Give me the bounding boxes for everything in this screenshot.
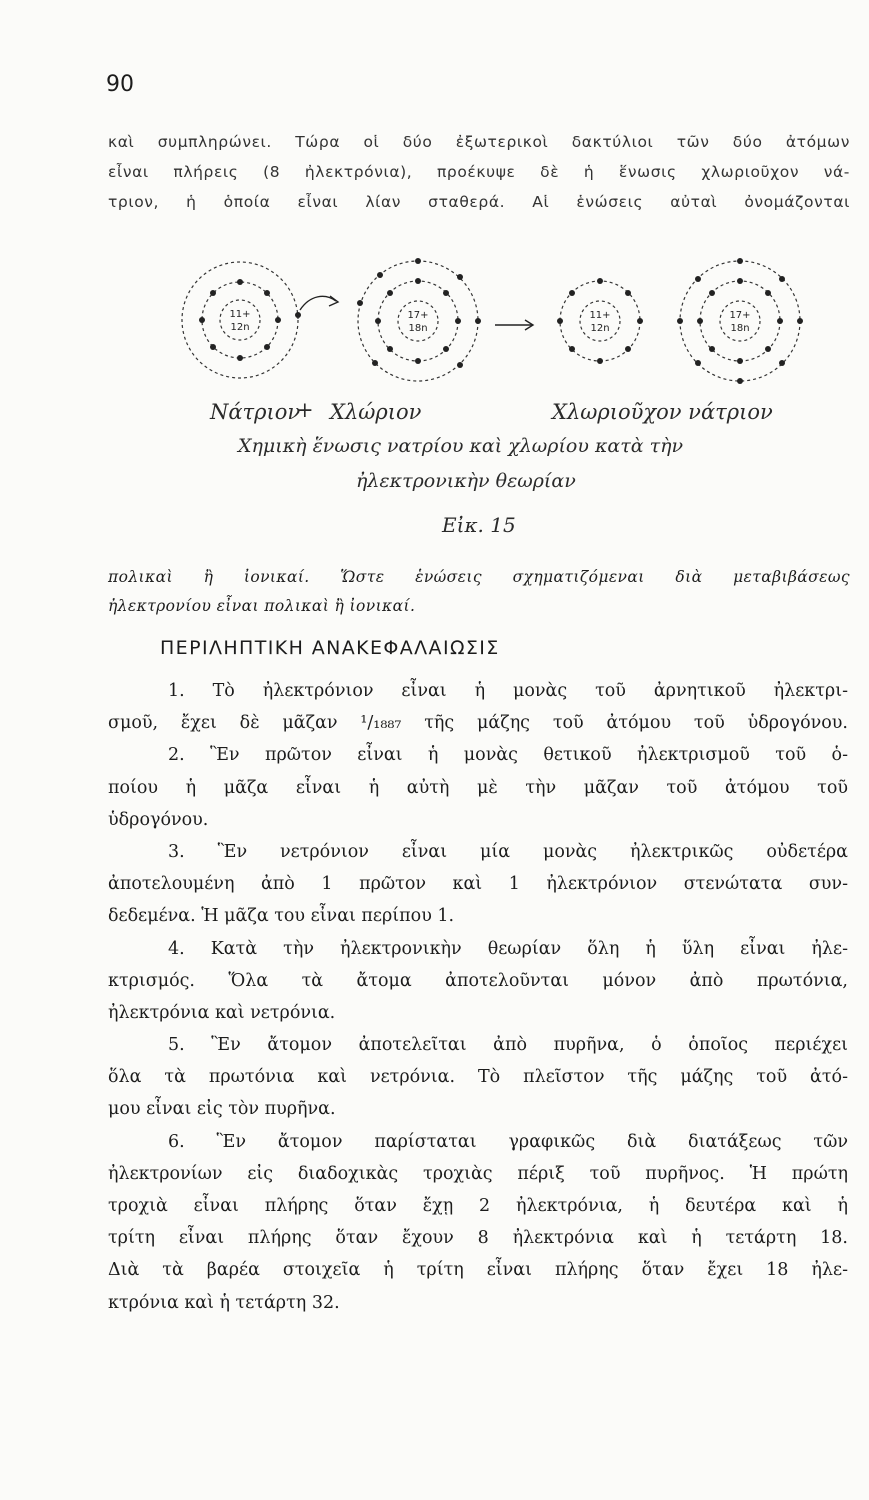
- page-number: 90: [106, 72, 134, 97]
- atom-diagram: [160, 255, 820, 555]
- summary-line: μου εἶναι εἰς τὸν πυρῆνα.: [108, 1099, 336, 1120]
- summary-line: ὅλα τὰ πρωτόνια καὶ νετρόνια. Τὸ πλεῖστον τῆς μάζης τοῦ ἀτό-: [108, 1067, 848, 1088]
- label-sodium-chloride: Χλωριοῦχον νάτριον: [552, 400, 773, 424]
- summary-line: 3. Ἓν νετρόνιον εἶναι μία μονὰς ἠλεκτρικῶς οὐδετέρα: [168, 841, 848, 862]
- sodium-nucleus-neutrons: 12n: [230, 322, 250, 333]
- summary-line: κτρισμός. Ὅλα τὰ ἄτομα ἀποτελοῦνται μόνον ἀπὸ πρωτόνια,: [108, 970, 848, 991]
- figure-number: Εἰκ. 15: [442, 513, 516, 537]
- atom-diagram-drawing: [160, 255, 820, 400]
- sodium-ion-nucleus-neutrons: 12n: [590, 323, 610, 334]
- summary-line: ἀποτελουμένη ἀπὸ 1 πρῶτον καὶ 1 ἠλεκτρόνιον στενώτατα συν-: [108, 874, 848, 895]
- summary-line: τρίτη εἶναι πλήρης ὅταν ἔχουν 8 ἠλεκτρόνια καὶ ἡ τετάρτη 18.: [108, 1228, 848, 1249]
- summary-line: ποίου ἡ μᾶζα εἶναι ἡ αὐτὴ μὲ τὴν μᾶζαν τοῦ ἀτόμου τοῦ: [108, 777, 848, 798]
- summary-line: Διὰ τὰ βαρέα στοιχεῖα ἡ τρίτη εἶναι πλήρης ὅταν ἔχει 18 ἠλε-: [108, 1260, 848, 1281]
- label-plus: +: [296, 398, 314, 422]
- transfer-arrow: [300, 296, 336, 310]
- intro-line: καὶ συμπληρώνει. Τώρα οἱ δύο ἐξωτερικοὶ δακτύλιοι τῶν δύο ἀτόμων: [108, 133, 850, 151]
- summary-line: ἠλεκτρονίων εἰς διαδοχικὰς τροχιὰς πέριξ τοῦ πυρῆνος. Ἡ πρώτη: [108, 1163, 848, 1184]
- chlorine-nucleus-charge: 17+: [407, 310, 429, 321]
- chlorine-nucleus-neutrons: 18n: [408, 323, 428, 334]
- summary-line: τροχιὰ εἶναι πλήρης ὅταν ἔχῃ 2 ἠλεκτρόνια, ἡ δευτέρα καὶ ἡ: [108, 1196, 848, 1216]
- intro-paragraph: [108, 127, 850, 217]
- chloride-ion-nucleus-charge: 17+: [729, 310, 751, 321]
- summary-line: 5. Ἓν ἄτομον ἀποτελεῖται ἀπὸ πυρῆνα, ὁ ὁποῖος περιέχει: [168, 1035, 848, 1056]
- figure-caption-line-2: ἠλεκτρονικὴν θεωρίαν: [356, 470, 576, 492]
- intro-line: εἶναι πλήρεις (8 ἠλεκτρόνια), προέκυψε δὲ ἡ ἕνωσις χλωριοῦχον νά-: [108, 163, 850, 181]
- summary-heading: ΠΕΡΙΛΗΠΤΙΚΗ ΑΝΑΚΕΦΑΛΑΙΩΣΙΣ: [160, 637, 500, 659]
- summary-line: σμοῦ, ἔχει δὲ μᾶζαν ¹/₁₈₈₇ τῆς μάζης τοῦ ἀτόμου τοῦ ὑδρογόνου.: [108, 713, 848, 734]
- summary-line: 1. Τὸ ἠλεκτρόνιον εἶναι ἡ μονὰς τοῦ ἀρνητικοῦ ἠλεκτρι-: [168, 681, 848, 701]
- chloride-ion-nucleus-neutrons: 18n: [730, 323, 750, 334]
- label-sodium: Νάτριον: [210, 400, 301, 424]
- label-chlorine: Χλώριον: [330, 400, 422, 424]
- intro-line: τριον, ἡ ὁποία εἶναι λίαν σταθερά. Αἱ ἑνώσεις αὐταὶ ὀνομάζονται: [108, 193, 850, 211]
- summary-line: 2. Ἓν πρῶτον εἶναι ἡ μονὰς θετικοῦ ἠλεκτρισμοῦ τοῦ ὁ-: [168, 745, 848, 766]
- italic-line: ἠλεκτρονίου εἶναι πολικαὶ ἢ ἰονικαί.: [108, 597, 416, 615]
- italic-line: πολικαὶ ἢ ἰονικαί. Ὥστε ἑνώσεις σχηματιζόμεναι διὰ μεταβιβάσεως: [108, 568, 850, 586]
- summary-line: 4. Κατὰ τὴν ἠλεκτρονικὴν θεωρίαν ὅλη ἡ ὕλη εἶναι ἠλε-: [168, 938, 848, 959]
- summary-line: κτρόνια καὶ ἡ τετάρτη 32.: [108, 1292, 340, 1313]
- summary-line: δεδεμένα. Ἡ μᾶζα του εἶναι περίπου 1.: [108, 906, 455, 927]
- summary-line: 6. Ἓν ἄτομον παρίσταται γραφικῶς διὰ διατάξεως τῶν: [168, 1131, 848, 1152]
- sodium-ion-nucleus-charge: 11+: [589, 310, 611, 321]
- summary-line: ὑδρογόνου.: [108, 809, 209, 830]
- summary-line: ἠλεκτρόνια καὶ νετρόνια.: [108, 1002, 336, 1023]
- summary-list: [108, 675, 848, 1319]
- sodium-nucleus-charge: 11+: [229, 309, 251, 320]
- figure-caption-line-1: Χημικὴ ἕνωσις νατρίου καὶ χλωρίου κατὰ τὴν: [238, 435, 684, 457]
